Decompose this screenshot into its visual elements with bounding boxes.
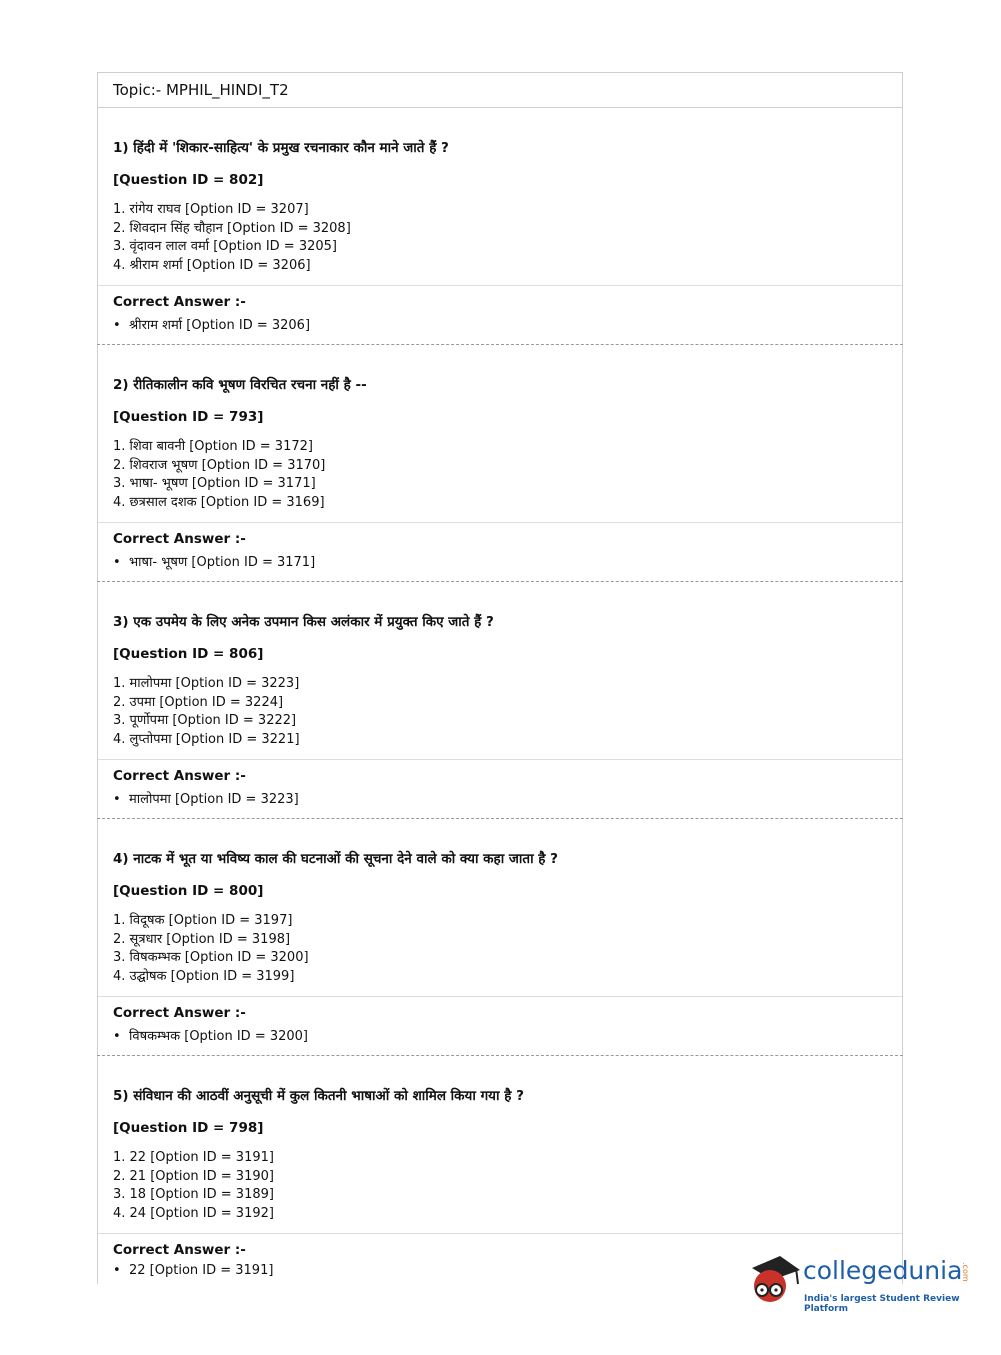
collegedunia-logo [742, 1250, 972, 1312]
answer-part [98, 760, 902, 818]
option-item: 1. मालोपमा [Option ID = 3223] [113, 676, 300, 691]
question-paper [97, 72, 903, 1284]
option-item: 1. 22 [Option ID = 3191] [113, 1150, 274, 1165]
bullet-icon: • [113, 792, 121, 807]
bullet-icon: • [113, 1263, 121, 1278]
question-text: 1) हिंदी में 'शिकार-साहित्य' के प्रमुख रचनाकार कौन माने जाते हैं ? [113, 140, 449, 156]
bullet-icon: • [113, 1029, 121, 1044]
option-item: 4. लुप्तोपमा [Option ID = 3221] [113, 731, 300, 747]
option-item: 3. वृंदावन लाल वर्मा [Option ID = 3205] [113, 239, 337, 254]
question-part [98, 345, 902, 523]
correct-answer-text: भाषा- भूषण [Option ID = 3171] [129, 555, 316, 570]
options-list [113, 201, 887, 275]
question-text: 3) एक उपमेय के लिए अनेक उपमान किस अलंकार में प्रयुक्त किए जाते हैं ? [113, 614, 494, 630]
question-block-2 [98, 345, 902, 581]
question-part [98, 819, 902, 997]
correct-answer-label: Correct Answer :- [113, 531, 246, 547]
correct-answer [113, 1026, 887, 1044]
options-list [113, 1149, 887, 1223]
option-item: 1. शिवा बावनी [Option ID = 3172] [113, 439, 313, 454]
mascot-icon [742, 1250, 802, 1310]
option-item: 4. उद्घोषक [Option ID = 3199] [113, 968, 295, 984]
option-item: 3. 18 [Option ID = 3189] [113, 1187, 274, 1202]
option-item: 1. रांगेय राघव [Option ID = 3207] [113, 202, 309, 217]
brand-suffix: .com [961, 1262, 970, 1282]
question-text: 2) रीतिकालीन कवि भूषण विरचित रचना नहीं है -- [113, 377, 367, 393]
answer-part [98, 997, 902, 1055]
brand-name: collegedunia [803, 1256, 963, 1285]
question-id: [Question ID = 793] [113, 409, 264, 425]
answer-part [98, 286, 902, 344]
option-item: 1. विदूषक [Option ID = 3197] [113, 913, 293, 928]
option-item: 2. सूत्रधार [Option ID = 3198] [113, 931, 291, 947]
option-item: 4. 24 [Option ID = 3192] [113, 1205, 274, 1221]
options-list [113, 675, 887, 749]
question-part [98, 108, 902, 286]
option-item: 3. विषकम्भक [Option ID = 3200] [113, 950, 309, 965]
correct-answer-label: Correct Answer :- [113, 294, 246, 310]
question-part [98, 1056, 902, 1234]
question-id: [Question ID = 798] [113, 1120, 264, 1136]
bullet-icon: • [113, 318, 121, 333]
question-block-4 [98, 819, 902, 1055]
question-part [98, 582, 902, 760]
option-item: 3. भाषा- भूषण [Option ID = 3171] [113, 476, 316, 491]
option-item: 2. शिवदान सिंह चौहान [Option ID = 3208] [113, 220, 351, 236]
option-item: 3. पूर्णोपमा [Option ID = 3222] [113, 713, 297, 728]
options-list [113, 912, 887, 986]
correct-answer [113, 789, 887, 807]
question-id: [Question ID = 806] [113, 646, 264, 662]
correct-answer-text: विषकम्भक [Option ID = 3200] [129, 1029, 308, 1044]
question-block-1 [98, 108, 902, 344]
correct-answer-label: Correct Answer :- [113, 1005, 246, 1021]
question-text: 5) संविधान की आठवीं अनुसूची में कुल कितनी भाषाओं को शामिल किया गया है ? [113, 1088, 524, 1104]
option-item: 2. 21 [Option ID = 3190] [113, 1168, 274, 1184]
correct-answer-text: श्रीराम शर्मा [Option ID = 3206] [129, 318, 311, 333]
topic-header: Topic:- MPHIL_HINDI_T2 [98, 73, 902, 108]
correct-answer-label: Correct Answer :- [113, 1242, 246, 1258]
correct-answer-text: 22 [Option ID = 3191] [129, 1263, 274, 1278]
options-list [113, 438, 887, 512]
question-id: [Question ID = 802] [113, 172, 264, 188]
bullet-icon: • [113, 555, 121, 570]
brand-tagline: India's largest Student Review Platform [804, 1294, 960, 1314]
option-item: 2. शिवराज भूषण [Option ID = 3170] [113, 457, 326, 473]
question-block-3 [98, 582, 902, 818]
option-item: 4. छत्रसाल दशक [Option ID = 3169] [113, 494, 325, 510]
correct-answer-text: मालोपमा [Option ID = 3223] [129, 792, 299, 807]
correct-answer [113, 552, 887, 570]
correct-answer-label: Correct Answer :- [113, 768, 246, 784]
correct-answer [113, 315, 887, 333]
option-item: 2. उपमा [Option ID = 3224] [113, 694, 284, 710]
answer-part [98, 523, 902, 581]
option-item: 4. श्रीराम शर्मा [Option ID = 3206] [113, 257, 311, 273]
question-id: [Question ID = 800] [113, 883, 264, 899]
question-text: 4) नाटक में भूत या भविष्य काल की घटनाओं की सूचना देने वाले को क्या कहा जाता है ? [113, 851, 558, 867]
